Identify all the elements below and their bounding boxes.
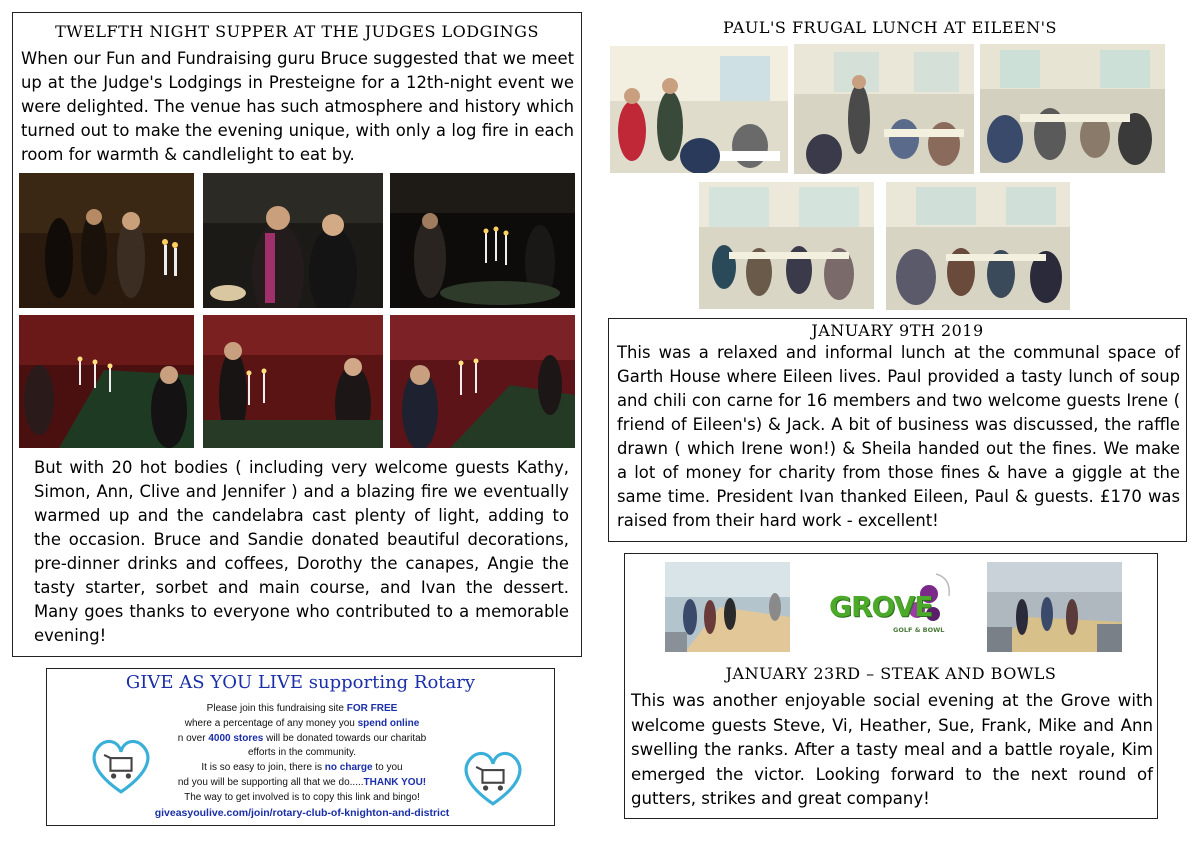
photo-bowling-1	[665, 562, 790, 652]
steak-bowls-date: JANUARY 23RD – STEAK AND BOWLS	[725, 664, 1057, 683]
grove-logo	[821, 564, 961, 654]
photo-lunch-4	[699, 182, 874, 309]
twelfth-night-intro: When our Fun and Fundraising guru Bruce suggested that we meet up at the Judge's Lodgings in Presteigne for a 12th-night event we were delighted. The venue has such atmosphere and history which turned out to make the evening unique, with only a log fire in each room for warmth & candlelight to eat by.	[21, 49, 574, 164]
heart-cart-icon-right	[461, 749, 525, 807]
photo-bowling-2	[987, 562, 1122, 652]
photo-lunch-5	[886, 182, 1070, 310]
give-as-you-live-text: Please join this fundraising site FOR FREE where a percentage of any money you spend online n over 4000 stores will be donated towards our charitab efforts in the community. It is so easy to join, there is no charge to you nd you will be supporting all that we do.....THANK YOU! The way to get involved is to copy this link and bingo! giveasyoulive.com/join/rotary-club-of-knighton-and-district	[117, 702, 487, 820]
give-as-you-live-link[interactable]: giveasyoulive.com/join/rotary-club-of-knighton-and-district	[154, 806, 450, 819]
photo-long-table	[19, 315, 194, 448]
photo-host-standing	[203, 315, 383, 448]
twelfth-night-title: TWELFTH NIGHT SUPPER AT THE JUDGES LODGINGS	[55, 22, 539, 41]
photo-dining-dark	[390, 173, 575, 308]
frugal-lunch-title: PAUL'S FRUGAL LUNCH AT EILEEN'S	[723, 18, 1057, 37]
frugal-lunch-body: This was a relaxed and informal lunch at the communal space of Garth House where Eileen lives. Paul provided a tasty lunch of soup and chili con carne for 16 members and two welcome guests Irene ( friend of Eileen's) & Jack. A bit of business was discussed, the raffle drawn ( which Irene won!) & Sheila handed out the fines. We make a lot of money for charity from those fines & have a giggle at the same time. President Ivan thanked Eileen, Paul & guests. £170 was raised from their hard work - excellent!	[617, 343, 1180, 530]
frugal-lunch-article	[608, 318, 1187, 542]
give-as-you-live-box	[46, 668, 555, 826]
give-as-you-live-title: GIVE AS YOU LIVE supporting Rotary	[125, 672, 476, 693]
photo-lunch-2	[794, 44, 974, 174]
photo-table-guests	[390, 315, 575, 448]
frugal-lunch-date: JANUARY 9TH 2019	[811, 321, 984, 340]
photo-lunch-3	[980, 44, 1165, 173]
photo-couple	[203, 173, 383, 308]
steak-bowls-article	[624, 553, 1158, 819]
photo-candles-group	[19, 173, 194, 308]
steak-bowls-body: This was another enjoyable social evening at the Grove with welcome guests Steve, Vi, Heather, Sue, Frank, Mike and Ann swelling the ranks. After a tasty meal and a battle royale, Kim emerged the victor. Looking forward to the next round of gutters, strikes and great company!	[631, 691, 1153, 808]
twelfth-night-body: But with 20 hot bodies ( including very welcome guests Kathy, Simon, Ann, Clive and Jennifer ) and a blazing fire we eventually warmed up and the candelabra cast plenty of light, adding to the occasion. Bruce and Sandie donated beautiful decorations, pre-dinner drinks and coffees, Dorothy the canapes, Angie the tasty starter, sorbet and main course, and Ivan the dessert. Many goes thanks to everyone who contributed to a memorable evening!	[34, 458, 569, 645]
photo-lunch-1	[610, 46, 788, 173]
twelfth-night-article	[12, 12, 582, 657]
grove-logo-word: GROVE	[829, 590, 933, 623]
heart-cart-icon-left	[89, 737, 153, 795]
grove-logo-sub: GOLF & BOWL	[893, 626, 945, 634]
